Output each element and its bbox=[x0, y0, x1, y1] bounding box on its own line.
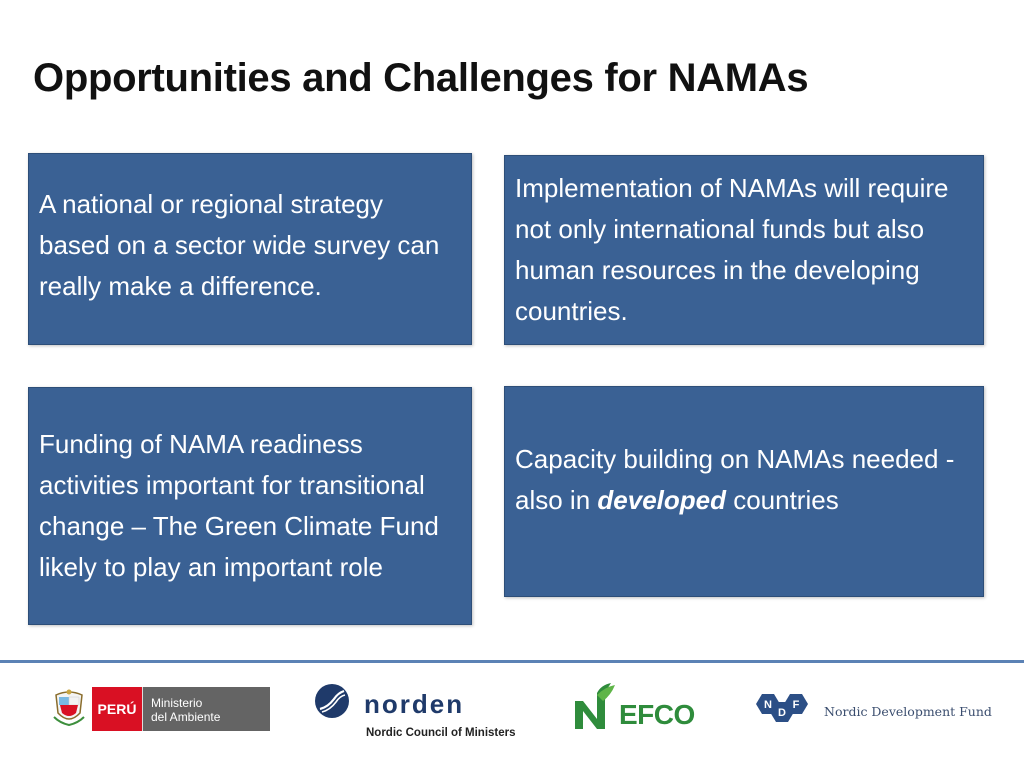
slide-title: Opportunities and Challenges for NAMAs bbox=[33, 56, 809, 100]
box-text: A national or regional strategy based on a sector wide survey can really make a difference. bbox=[39, 188, 440, 301]
peru-coat-of-arms-icon bbox=[52, 687, 86, 727]
norden-subtitle: Nordic Council of Ministers bbox=[366, 727, 516, 739]
svg-text:F: F bbox=[792, 699, 800, 711]
ndf-hexagon-icon bbox=[752, 692, 816, 732]
box-text: Implementation of NAMAs will require not only international funds but also human resources in the developing countries. bbox=[515, 173, 949, 326]
ndf-logo bbox=[752, 692, 992, 732]
content-box-implementation bbox=[504, 155, 984, 345]
norden-wordmark: norden bbox=[364, 689, 465, 719]
box-text: Funding of NAMA readiness activities important for transitional change – The Green Climate Fund likely to play an important role bbox=[39, 429, 439, 582]
peru-ministry-label bbox=[142, 687, 270, 731]
box-text-before: Capacity building on NAMAs needed - also in bbox=[515, 443, 955, 515]
content-box-strategy bbox=[28, 153, 472, 345]
svg-text:D: D bbox=[778, 707, 786, 719]
footer-divider bbox=[0, 660, 1024, 663]
box-text bbox=[515, 439, 973, 521]
nefco-wordmark: EFCO bbox=[619, 699, 695, 730]
norden-logo bbox=[314, 683, 514, 743]
box-text-after: countries bbox=[725, 484, 839, 515]
box-text-emphasis: developed bbox=[597, 484, 726, 515]
content-box-capacity bbox=[504, 386, 984, 597]
peru-country-label: PERÚ bbox=[92, 687, 142, 731]
ndf-name: Nordic Development Fund bbox=[824, 704, 992, 719]
nefco-leaf-n-icon bbox=[571, 683, 623, 731]
peru-ministry-logo bbox=[52, 685, 270, 732]
content-box-funding bbox=[28, 387, 472, 625]
svg-text:N: N bbox=[764, 699, 772, 711]
peru-ministry-line1: Ministerio bbox=[151, 696, 203, 710]
peru-ministry-line2: del Ambiente bbox=[151, 710, 221, 724]
nefco-logo bbox=[571, 683, 695, 733]
norden-swan-icon bbox=[314, 683, 350, 719]
